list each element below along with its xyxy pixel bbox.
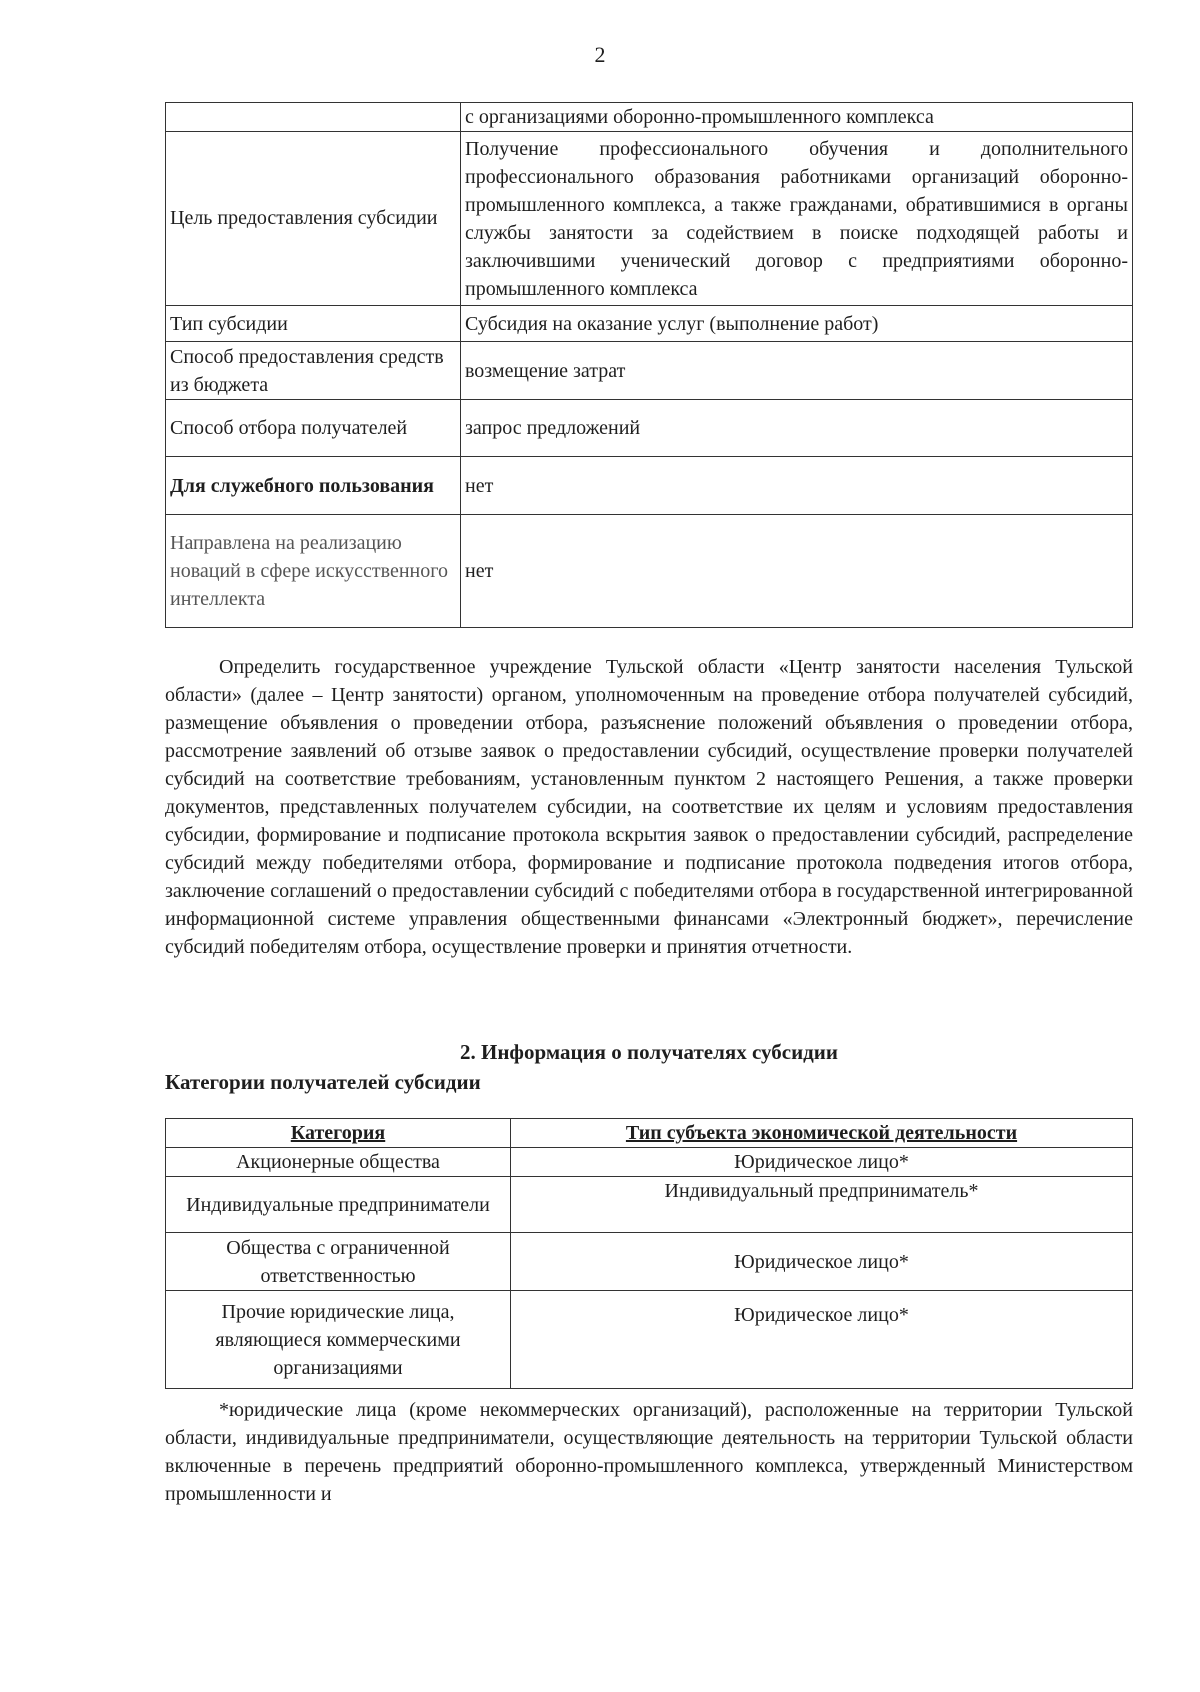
- table-row: [166, 1148, 1133, 1177]
- row-label: [166, 103, 461, 132]
- recipient-categories-table: [165, 1118, 1133, 1389]
- section-subheading: Категории получателей субсидии: [165, 1070, 481, 1094]
- row-value: Получение профессионального обучения и дополнительного профессионального образования работниками организаций оборонно-промышленного комплекса, а также гражданами, обратившимися в органы службы занятости за содействием в поиске подходящей работы и заключившими ученический договор с предприятиями оборонно-промышленного комплекса: [461, 132, 1133, 306]
- table-row: [166, 1177, 1133, 1233]
- row-label: Способ предоставления средств из бюджета: [166, 342, 461, 400]
- category-cell: Индивидуальные предприниматели: [166, 1177, 511, 1233]
- table-header-row: [166, 1119, 1133, 1148]
- table-row: [166, 306, 1133, 342]
- page-number: 2: [594, 42, 606, 67]
- category-cell: Прочие юридические лица, являющиеся коммерческими организациями: [166, 1291, 511, 1389]
- category-cell: Общества с ограниченной ответственностью: [166, 1233, 511, 1291]
- row-label: Цель предоставления субсидии: [166, 132, 461, 306]
- category-cell: Акционерные общества: [166, 1148, 511, 1177]
- type-cell: Юридическое лицо*: [511, 1291, 1133, 1389]
- row-value: нет: [461, 457, 1133, 515]
- type-cell: Индивидуальный предприниматель*: [511, 1177, 1133, 1233]
- type-cell: Юридическое лицо*: [511, 1233, 1133, 1291]
- column-header: [511, 1119, 1133, 1148]
- row-label: Способ отбора получателей: [166, 400, 461, 457]
- column-header-label: Тип субъекта экономической деятельности: [625, 1122, 1018, 1144]
- table-row: [166, 342, 1133, 400]
- table-row: [166, 515, 1133, 628]
- row-value: запрос предложений: [461, 400, 1133, 457]
- row-label: Направлена на реализацию новаций в сфере искусственного интеллекта: [166, 515, 461, 628]
- section-heading: 2. Информация о получателях субсидии: [460, 1040, 838, 1064]
- table-row: [166, 103, 1133, 132]
- subsidy-info-table: [165, 102, 1133, 628]
- type-cell: Юридическое лицо*: [511, 1148, 1133, 1177]
- table-row: [166, 400, 1133, 457]
- column-header-label: Категория: [290, 1122, 386, 1144]
- table-row: [166, 132, 1133, 306]
- table-row: [166, 1291, 1133, 1389]
- row-label: Тип субсидии: [166, 306, 461, 342]
- row-value: с организациями оборонно-промышленного комплекса: [461, 103, 1133, 132]
- row-label: Для служебного пользования: [166, 457, 461, 515]
- row-value: Субсидия на оказание услуг (выполнение работ): [461, 306, 1133, 342]
- column-header: [166, 1119, 511, 1148]
- row-value: возмещение затрат: [461, 342, 1133, 400]
- footnote: *юридические лица (кроме некоммерческих организаций), расположенные на территории Тульской области, индивидуальные предприниматели, осуществляющие деятельность на территории Тульской области включенные в перечень предприятий оборонно-промышленного комплекса, утвержденный Министерством промышленности и: [165, 1399, 1133, 1505]
- row-value: нет: [461, 515, 1133, 628]
- table-row: [166, 1233, 1133, 1291]
- table-row: [166, 457, 1133, 515]
- body-paragraph: Определить государственное учреждение Тульской области «Центр занятости населения Тульской области» (далее – Центр занятости) органом, уполномоченным на проведение отбора получателей субсидий, размещение объявления о проведении отбора, разъяснение положений объявления о проведении отбора, рассмотрение заявлений об отзыве заявок о предоставлении субсидий, осуществление проверки получателей субсидий на соответствие требованиям, установленным пунктом 2 настоящего Решения, а также проверки документов, представленных получателем субсидии, на соответствие их целям и условиям предоставления субсидии, формирование и подписание протокола вскрытия заявок о предоставлении субсидий, распределение субсидий между победителями отбора, формирование и подписание протокола подведения итогов отбора, заключение соглашений о предоставлении субсидий с победителями отбора в государственной интегрированной информационной системе управления общественными финансами «Электронный бюджет», перечисление субсидий победителям отбора, осуществление проверки и принятия отчетности.: [165, 656, 1133, 958]
